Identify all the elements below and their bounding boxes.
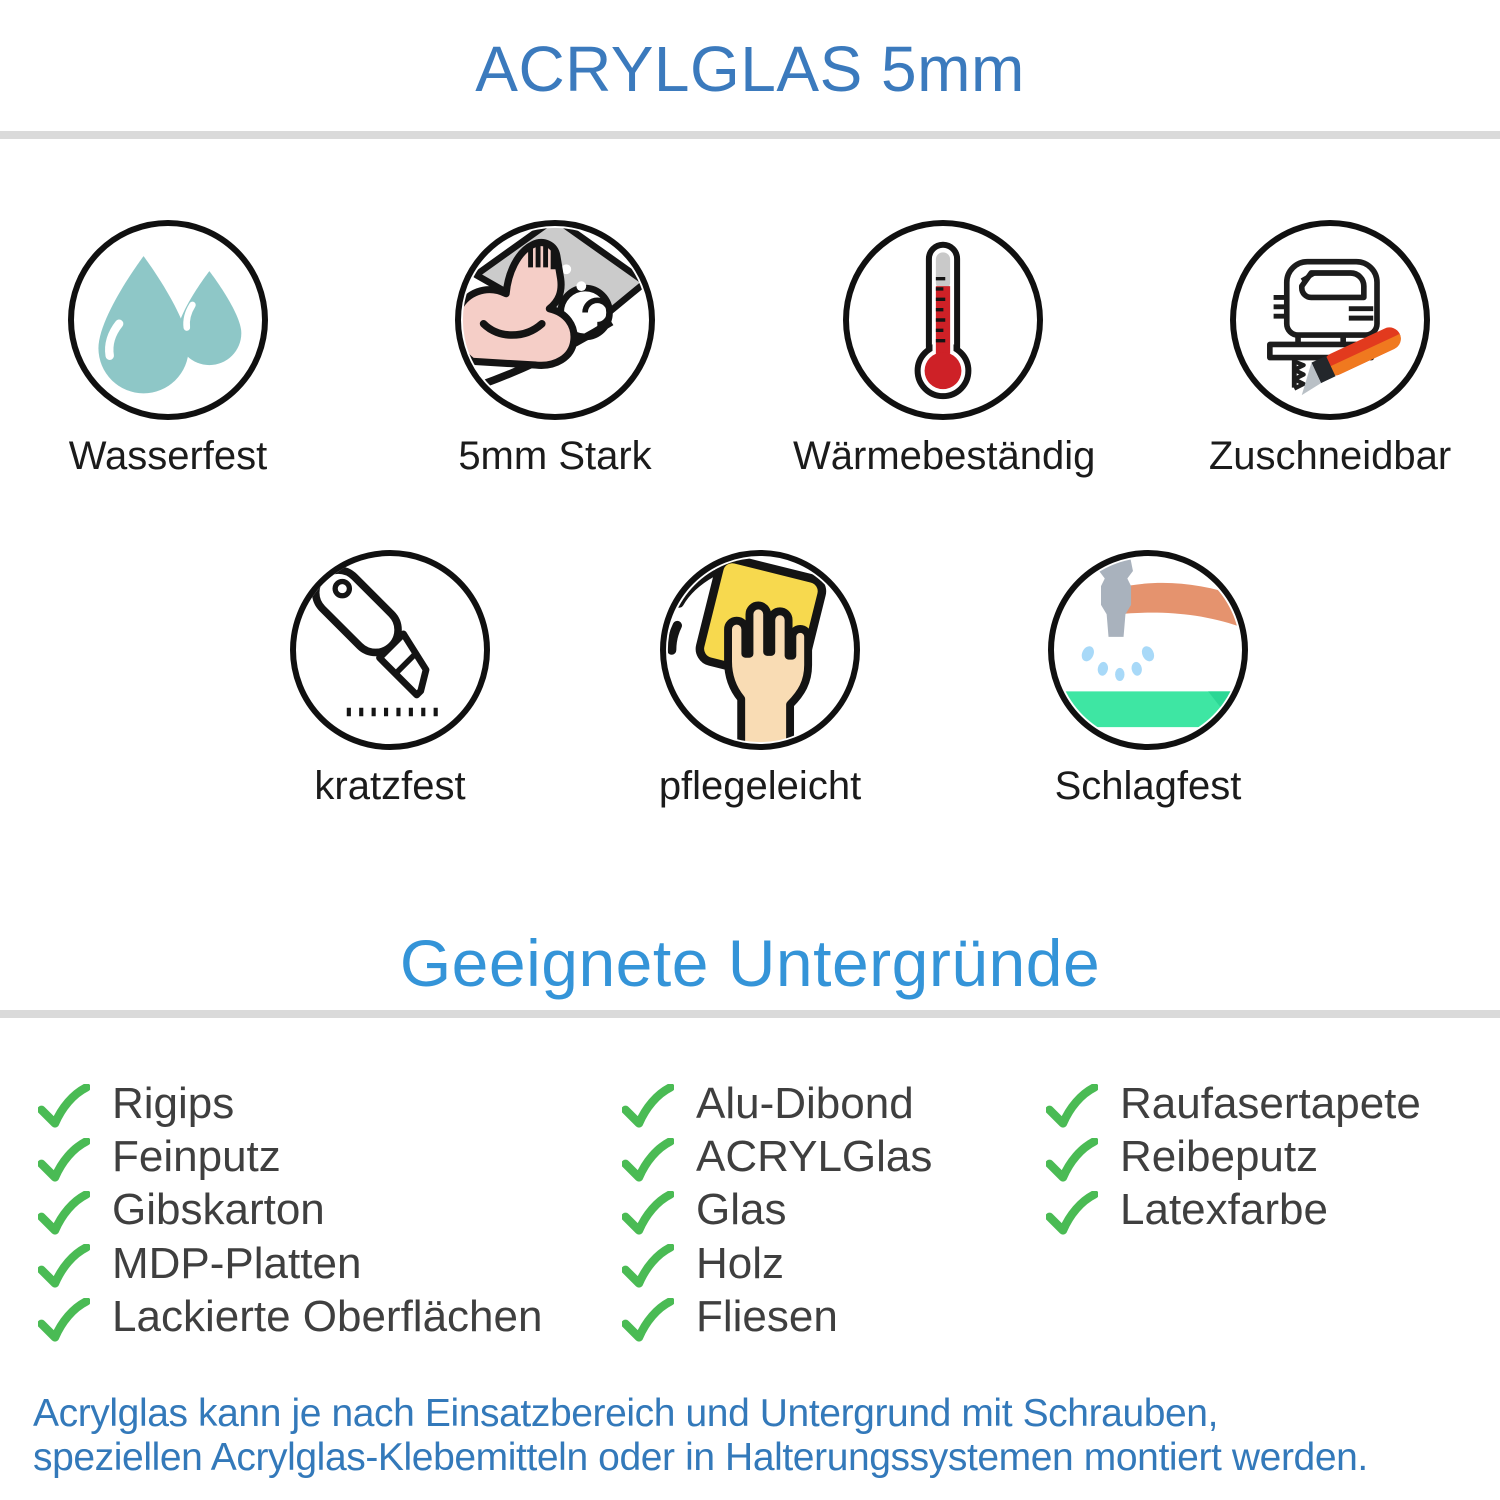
substrate-item [38, 1291, 542, 1344]
feature-zuschneidbar [1180, 220, 1480, 479]
substrate-label: MDP-Platten [112, 1238, 362, 1288]
substrate-item [1046, 1077, 1421, 1130]
water-drops-icon [68, 220, 268, 420]
mounting-note-line2: speziellen Acrylglas-Klebemitteln oder in Halterungssystemen montiert werden. [33, 1436, 1368, 1479]
substrate-label: Glas [696, 1185, 787, 1235]
check-icon [622, 1084, 674, 1129]
substrate-column-3 [1046, 1077, 1421, 1237]
feature-schlagfest [998, 550, 1298, 809]
substrate-label: Raufasertapete [1120, 1078, 1421, 1128]
substrate-item [1046, 1130, 1421, 1183]
divider-middle [0, 1010, 1500, 1018]
substrate-item [1046, 1184, 1421, 1237]
substrate-label: Alu-Dibond [696, 1078, 914, 1128]
feature-waermebestaendig [793, 220, 1096, 479]
check-icon [622, 1244, 674, 1289]
substrate-label: Rigips [112, 1078, 235, 1128]
substrate-label: Fliesen [696, 1292, 838, 1342]
jigsaw-icon [1230, 220, 1430, 420]
feature-label: kratzfest [314, 764, 466, 808]
substrate-item [38, 1077, 542, 1130]
substrate-item [622, 1291, 932, 1344]
check-icon [1046, 1191, 1098, 1236]
substrate-label: Lackierte Oberflächen [112, 1292, 543, 1342]
check-icon [622, 1191, 674, 1236]
utility-knife-icon [290, 550, 490, 750]
substrate-label: Latexfarbe [1120, 1185, 1328, 1235]
mounting-note-line1: Acrylglas kann je nach Einsatzbereich und Untergrund mit Schrauben, [33, 1392, 1219, 1435]
feature-pflegeleicht [610, 550, 910, 809]
substrate-item [622, 1130, 932, 1183]
check-icon [38, 1298, 90, 1343]
substrate-label: Gibskarton [112, 1185, 325, 1235]
thermometer-icon [843, 220, 1043, 420]
feature-label: Zuschneidbar [1208, 434, 1452, 478]
mounting-note [33, 1392, 1493, 1480]
check-icon [38, 1244, 90, 1289]
feature-label: Schlagfest [1054, 764, 1242, 808]
muscle-arm-icon [455, 220, 655, 420]
substrate-item [622, 1077, 932, 1130]
substrate-label: Reibeputz [1120, 1132, 1319, 1182]
check-icon [1046, 1084, 1098, 1129]
feature-label: pflegeleicht [658, 764, 862, 808]
substrate-label: Feinputz [112, 1132, 281, 1182]
check-icon [38, 1084, 90, 1129]
substrate-item [38, 1237, 542, 1290]
check-icon [1046, 1138, 1098, 1183]
substrate-item [38, 1130, 542, 1183]
substrate-label: Holz [696, 1238, 785, 1288]
substrate-label: ACRYLGlas [696, 1132, 933, 1182]
check-icon [38, 1138, 90, 1183]
check-icon [622, 1298, 674, 1343]
substrate-item [622, 1184, 932, 1237]
feature-kratzfest [240, 550, 540, 809]
substrate-column-1 [38, 1077, 542, 1344]
feature-label: Wasserfest [68, 434, 268, 478]
feature-wasserfest [18, 220, 318, 479]
check-icon [38, 1191, 90, 1236]
feature-label: Wärmebeständig [793, 434, 1096, 478]
feature-5mm-stark [405, 220, 705, 479]
check-icon [622, 1138, 674, 1183]
divider-top [0, 131, 1500, 139]
feature-label: 5mm Stark [458, 434, 652, 478]
cleaning-hand-icon [660, 550, 860, 750]
substrate-item [38, 1184, 542, 1237]
page-title: ACRYLGLAS 5mm [475, 33, 1025, 105]
section-title: Geeignete Untergründe [399, 926, 1101, 1000]
hammer-icon [1048, 550, 1248, 750]
substrate-column-2 [622, 1077, 932, 1344]
substrate-item [622, 1237, 932, 1290]
